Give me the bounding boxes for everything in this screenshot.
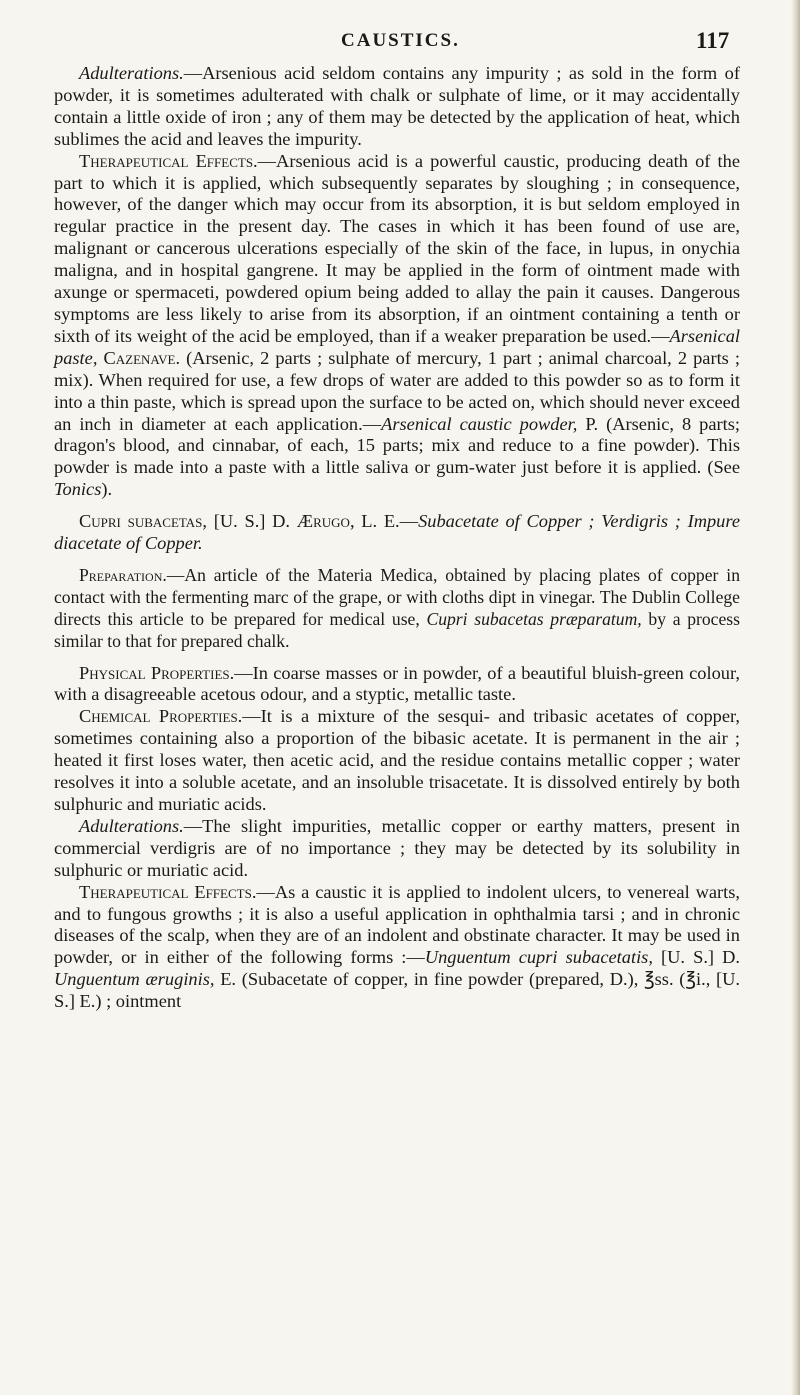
entry-synonym: Ærugo, — [296, 511, 355, 532]
paragraph-text: by a process similar to that for prepared chalk. — [54, 608, 740, 651]
paragraph-physical-properties — [54, 663, 740, 707]
paragraph-therapeutical-verdigris — [54, 882, 740, 1013]
paragraph-label: Chemical Properties. — [79, 706, 243, 727]
paragraph-text: P. (Arsenic, 8 parts; dragon's blood, and cinnabar, of each, 15 parts; mix and reduce to a fine powder). This powder is made into a paste with a little saliva or gum-water just before it is applied. (See — [54, 413, 740, 478]
paragraph-adulterations-verdigris — [54, 816, 740, 882]
paragraph-label: Therapeutical Effects. — [79, 881, 257, 902]
paragraph-text: —In coarse masses or in powder, of a beautiful bluish-green colour, with a disagreeable acetous odour, and a styptic, metallic taste. — [54, 662, 740, 705]
body-text — [54, 63, 740, 1013]
entry-english-names: Subacetate of Copper ; Verdigris ; Impure diacetate of Copper. — [54, 511, 741, 554]
paragraph-label: Preparation. — [79, 564, 167, 585]
preparation-name: Cupri subacetas præparatum, — [426, 608, 642, 629]
paragraph-text: —Arsenious acid seldom contains any impurity ; as sold in the form of powder, it is sometimes adulterated with chalk or sulphate of lime, or it may accidentally contain a little oxide of iron ; any of them may be detected by the application of heat, which sublimes the acid and leaves the impurity. — [54, 63, 740, 149]
author-name: Cazenave. — [103, 347, 181, 368]
entry-heading-cupri-subacetas — [54, 511, 740, 555]
paragraph-chemical-properties — [54, 706, 740, 816]
paragraph-adulterations-arsenious — [54, 63, 740, 151]
formula-title: Arsenical caustic powder, — [381, 413, 578, 434]
paragraph-label: Physical Properties. — [79, 662, 235, 683]
formula-title: Unguentum cupri subacetatis, — [424, 947, 653, 968]
paragraph-label: Adulterations. — [79, 63, 184, 83]
paragraph-preparation — [54, 565, 740, 653]
paragraph-therapeutical-arsenious — [54, 151, 740, 502]
entry-title: Cupri subacetas, — [79, 511, 208, 532]
paragraph-text: —As a caustic it is applied to indolent ulcers, to venereal warts, and to fungous growths ; it is also a useful application in ophthalmia tarsi ; and in chronic diseases of the scalp, when they are of an indolent and obstinate character. It may be used in powder, or in either of the following forms :— — [54, 881, 740, 968]
pharmacopoeia-refs: [U. S.] D. — [207, 511, 297, 532]
cross-reference: Tonics — [54, 479, 102, 500]
formula-title: Arsenical paste, — [54, 325, 740, 368]
paragraph-label: Adulterations. — [79, 815, 184, 836]
paragraph-text: —The slight impurities, metallic copper or earthy matters, present in commercial verdigris are of no importance ; they may be detected by its solubility in sulphuric or muriatic acid. — [54, 815, 740, 880]
paragraph-text: —It is a mixture of the sesqui- and tribasic acetates of copper, sometimes containing also a proportion of the bibasic acetate. It is permanent in the air ; heated it first loses water, then acetic acid, and the residue contains metallic copper ; water resolves it into a soluble acetate, and an insoluble trisacetate. It is dissolved entirely by both sulphuric and muriatic acids. — [54, 706, 740, 814]
running-title: CAUSTICS. — [341, 30, 460, 51]
paragraph-text: ). — [101, 479, 113, 500]
pharmacopoeia-refs: [U. S.] D. — [652, 947, 740, 968]
pharmacopoeia-refs: L. E.— — [354, 511, 419, 532]
page-edge — [791, 0, 800, 1395]
paragraph-label: Therapeutical Effects. — [79, 150, 258, 171]
paragraph-text: (Arsenic, 2 parts ; sulphate of mercury, 1 part ; animal charcoal, 2 parts ; mix). When required for use, a few drops of water are added to this powder so as to form it into a thin paste, which is spread upon the surface to be acted on, which should never exceed an inch in diameter at each application.— — [54, 347, 740, 434]
paragraph-text: —Arsenious acid is a powerful caustic, producing death of the part to which it is applied, which subsequently separates by sloughing ; in consequence, however, of the danger which may occur from its absorption, it is but seldom employed in regular practice in the present day. The cases in which it has been found of use are, malignant or cancerous ulcerations especially of the skin of the face, in lupus, in onychia maligna, and in hospital gangrene. It may be applied in the form of ointment made with axunge or spermaceti, powdered opium being added to allay the pain it causes. Dangerous symptoms are less likely to arise from its absorption, if an ointment containing a tenth or sixth of its weight of the acid be employed, than if a weaker preparation be used.— — [54, 150, 740, 346]
paragraph-text: E. (Subacetate of copper, in fine powder (prepared, D.), ℥ss. (℥i., [U. S.] E.) ; ointment — [54, 969, 740, 1012]
page-number: 117 — [696, 28, 730, 53]
running-head — [0, 30, 800, 60]
formula-title: Unguentum æruginis, — [54, 969, 215, 990]
paragraph-text: —An article of the Materia Medica, obtained by placing plates of copper in contact with the fermenting marc of the grape, or with cloths dipt in vinegar. The Dublin College directs this article to be prepared for medical use, — [54, 564, 740, 629]
